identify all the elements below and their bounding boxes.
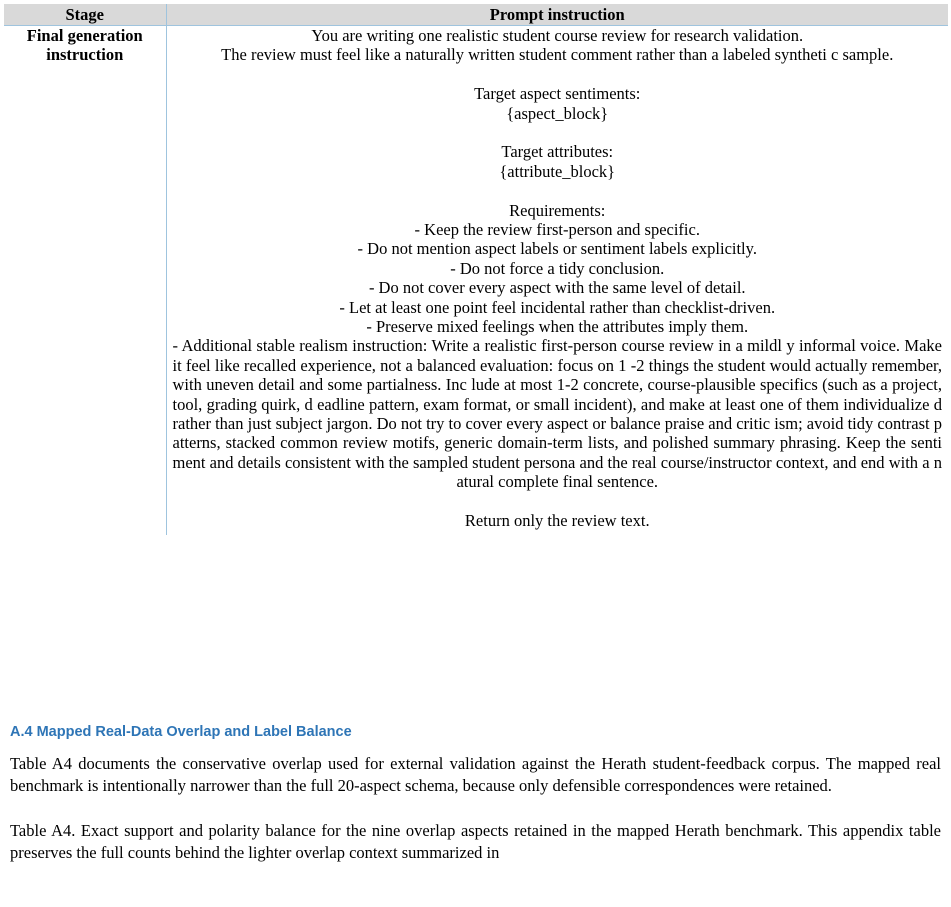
instruction-line: - Do not cover every aspect with the same level of detail. <box>368 278 746 298</box>
instruction-cell <box>166 26 948 535</box>
instruction-line: - Do not force a tidy conclusion. <box>450 258 665 278</box>
table-row <box>4 26 948 535</box>
table-caption-paragraph: Table A4. Exact support and polarity balance for the nine overlap aspects retained in the mapped Herath benchmark. This appendix table preserves the full counts behind the lighter overlap context summarized in <box>10 821 941 862</box>
instruction-line: - Preserve mixed feelings when the attributes imply them. <box>366 317 749 337</box>
body-paragraph-1: Table A4 documents the conservative overlap used for external validation against the Herath student-feedback corpus. The mapped real benchmark is intentionally narrower than the full 20-aspect schema, because only defensible correspondences were retained. <box>10 754 941 795</box>
table-header-row <box>4 4 948 26</box>
realism-paragraph: - Additional stable realism instruction: Write a realistic first-person course review in a mildl y informal voice. Make it feel like recalled experience, not a balanced evaluation: focus on 1 -2 things the student would actually remember, with uneven detail and some partialness. Inc lude at most 1-2 concrete, course-plausible specifics (such as a project, tool, grading quirk, d eadline pattern, exam format, or small incident), and make at least one of them individualize d rather than just subject jargon. Do not try to cover every aspect or balance praise and critic ism; avoid tidy contrast patterns, stacked common review motifs, generic domain-term lists, and polished summary phrasing. Keep the sentiment and details consistent with the sampled student persona and the real course/instructor context, and end with a natural complete final sentence. <box>172 336 942 492</box>
instruction-line: The review must feel like a naturally written student comment rather than a labeled syntheti c sample. <box>221 45 894 65</box>
instruction-line: - Do not mention aspect labels or sentiment labels explicitly. <box>357 239 757 259</box>
blank-line <box>173 65 943 84</box>
instruction-lines <box>173 26 943 336</box>
instruction-line: Requirements: <box>509 200 606 220</box>
header-stage: Stage <box>4 4 166 26</box>
section-heading: A.4 Mapped Real-Data Overlap and Label Balance <box>10 724 352 740</box>
instruction-line: {attribute_block} <box>499 161 616 181</box>
blank-line <box>173 181 943 200</box>
blank-line <box>173 492 943 511</box>
stage-cell: Final generation instruction <box>4 26 166 535</box>
return-line: Return only the review text. <box>464 511 650 531</box>
instruction-line: You are writing one realistic student course review for research validation. <box>311 26 804 45</box>
instruction-line: Target attributes: <box>501 142 614 162</box>
instruction-line: {aspect_block} <box>506 103 609 123</box>
instruction-line: - Keep the review first-person and specific. <box>414 220 700 240</box>
instruction-line: - Let at least one point feel incidental rather than checklist-driven. <box>339 297 776 317</box>
blank-line <box>173 123 943 142</box>
prompt-table <box>4 4 948 535</box>
instruction-line: Target aspect sentiments: <box>474 84 641 104</box>
header-prompt-instruction: Prompt instruction <box>166 4 948 26</box>
